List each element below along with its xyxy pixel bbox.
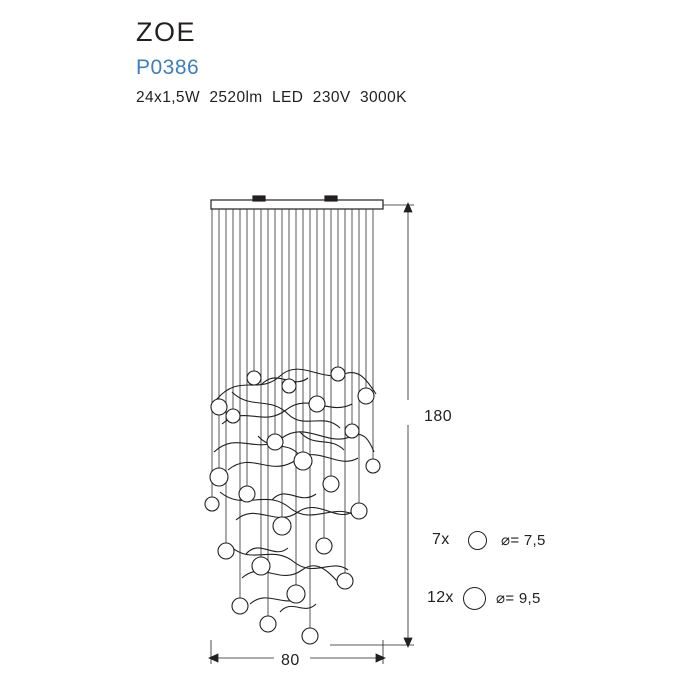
circle-outline-icon xyxy=(463,587,486,610)
legend-diameter: ⌀= 7,5 xyxy=(501,532,546,549)
legend-diameter: ⌀= 9,5 xyxy=(496,590,541,607)
product-code: P0386 xyxy=(136,55,200,79)
height-dimension-label: 180 xyxy=(424,408,453,425)
legend-count: 12x xyxy=(427,589,454,606)
legend-item xyxy=(432,527,546,553)
width-dimension-label: 80 xyxy=(281,652,300,669)
product-specs: 24x1,5W 2520lm LED 230V 3000K xyxy=(136,88,407,106)
glass-globes xyxy=(205,367,380,644)
legend-item xyxy=(427,585,541,611)
legend-count: 7x xyxy=(432,531,450,548)
canopy-plate xyxy=(211,196,383,209)
page-title: ZOE xyxy=(136,17,197,47)
circle-outline-icon xyxy=(468,531,487,550)
